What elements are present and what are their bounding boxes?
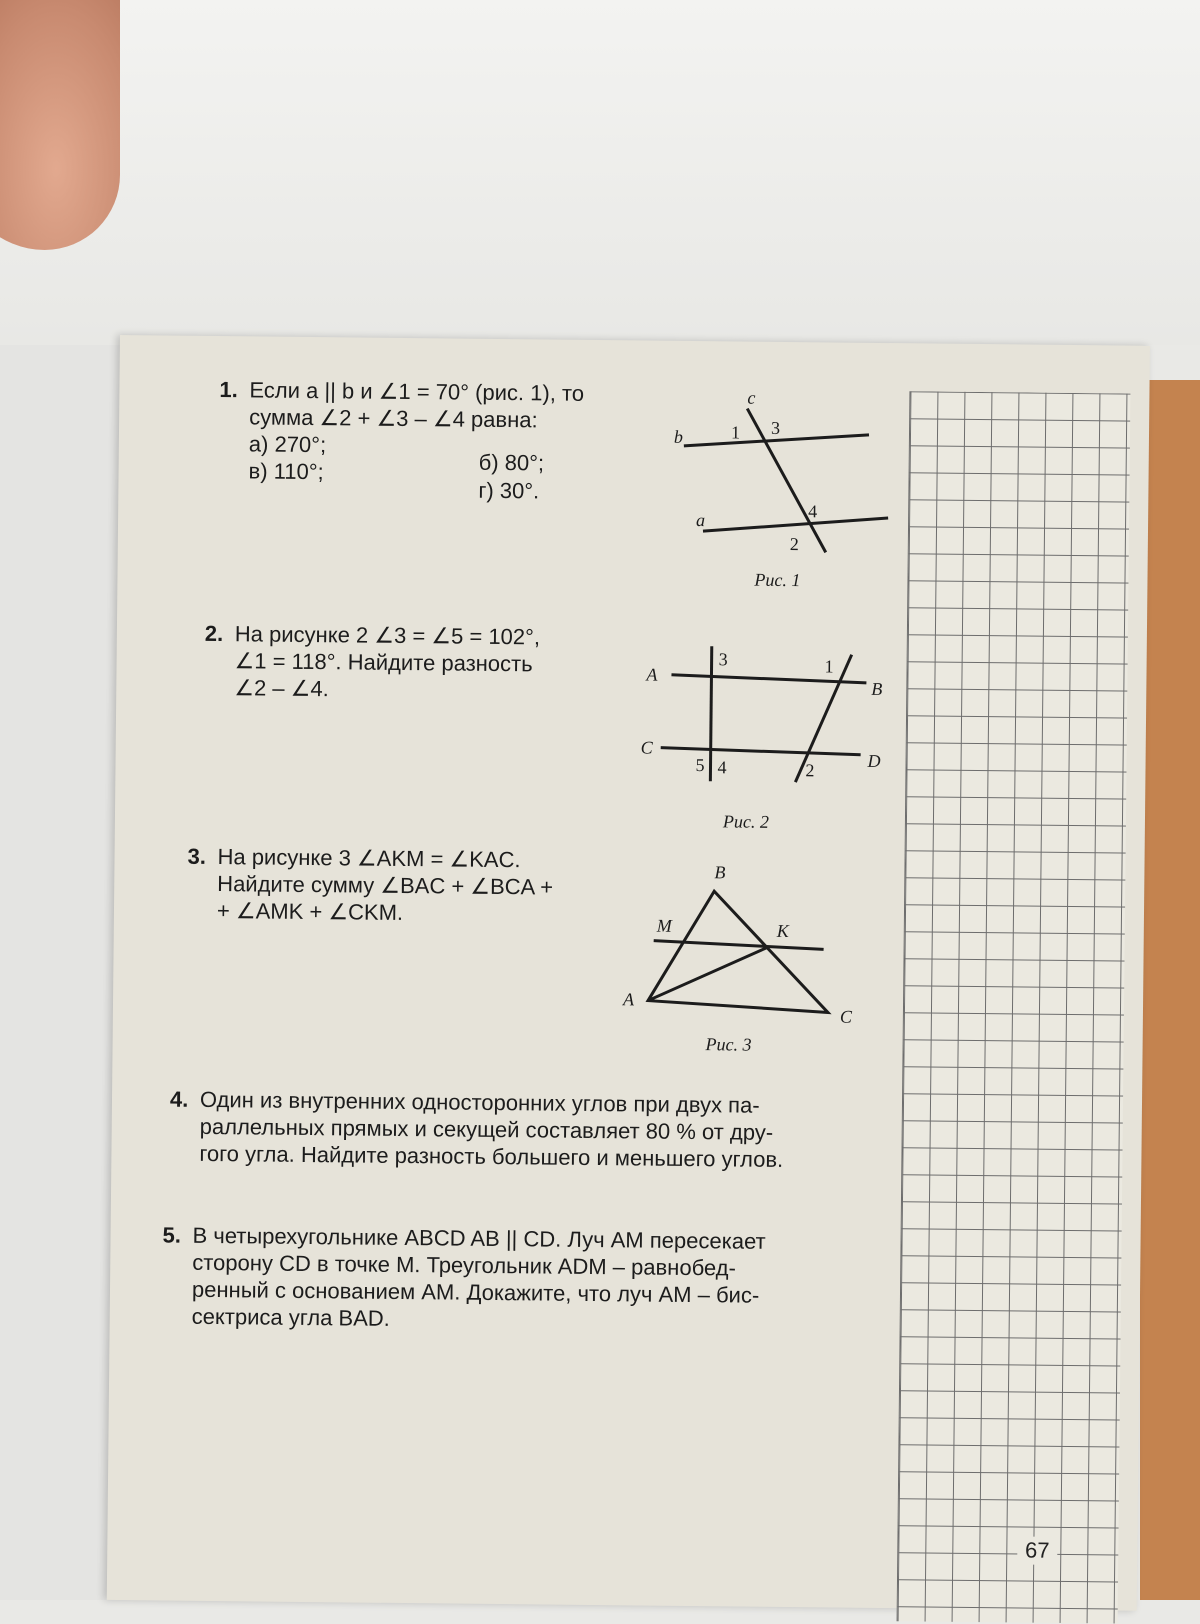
problem-text-line: сумма ∠2 + ∠3 – ∠4 равна: bbox=[249, 404, 538, 433]
problem-number: 5. bbox=[162, 1222, 182, 1248]
problem-text-line: На рисунке 2 ∠3 = ∠5 = 102°, bbox=[234, 621, 541, 650]
textbook-page bbox=[107, 335, 1150, 1611]
figure-3 bbox=[618, 855, 880, 1038]
problem-3 bbox=[187, 843, 608, 937]
label-B: B bbox=[714, 862, 726, 883]
angle-label-4: 4 bbox=[808, 501, 818, 522]
answer-option-v: в) 110°; bbox=[248, 458, 324, 485]
problem-5 bbox=[162, 1222, 872, 1349]
label-b: b bbox=[673, 426, 684, 447]
grid-margin bbox=[897, 391, 1131, 1623]
problem-text-line: раллельных прямых и секущей составляет 80 % от дру- bbox=[199, 1113, 774, 1145]
figure-3-caption: Рис. 3 bbox=[705, 1034, 752, 1055]
angle-label-1: 1 bbox=[730, 422, 741, 443]
angle-label-5: 5 bbox=[695, 755, 705, 776]
answer-option-b: б) 80°; bbox=[478, 449, 545, 476]
angle-label-4: 4 bbox=[717, 757, 727, 778]
label-A: A bbox=[622, 989, 635, 1010]
triangle-abc bbox=[648, 891, 829, 1013]
problem-text-line: Один из внутренних односторонних углов при двух па- bbox=[199, 1086, 760, 1118]
label-B: B bbox=[871, 678, 883, 700]
angle-label-1: 1 bbox=[824, 656, 834, 677]
angle-label-2: 2 bbox=[789, 534, 799, 555]
problem-text-line: сторону CD в точке M. Треугольник ADM – равнобед- bbox=[192, 1249, 737, 1281]
line-a bbox=[703, 516, 888, 533]
left-sheet bbox=[0, 345, 125, 1600]
thumb bbox=[0, 0, 120, 250]
figure-1-caption: Рис. 1 bbox=[754, 569, 801, 591]
problem-number: 4. bbox=[169, 1086, 189, 1112]
problem-text-line: Если a || b и ∠1 = 70° (рис. 1), то bbox=[249, 377, 585, 406]
vertical-transversal bbox=[710, 646, 711, 781]
angle-label-3: 3 bbox=[770, 417, 781, 438]
label-C: C bbox=[839, 1006, 853, 1027]
segment-ak bbox=[648, 946, 769, 1002]
label-c: c bbox=[747, 387, 756, 408]
answer-option-a: а) 270°; bbox=[248, 431, 327, 458]
answer-option-g: г) 30°. bbox=[478, 477, 540, 504]
line-c bbox=[746, 409, 827, 553]
problem-1 bbox=[219, 376, 649, 520]
desk-surface bbox=[1140, 380, 1200, 1600]
problem-text-line: На рисунке 3 ∠AKM = ∠KAC. bbox=[217, 844, 521, 873]
problem-number: 2. bbox=[204, 620, 224, 647]
figure-2 bbox=[635, 640, 897, 803]
problem-text-line: В четырехугольнике ABCD AB || CD. Луч AM пересекает bbox=[192, 1222, 766, 1254]
label-A: A bbox=[646, 664, 658, 685]
angle-label-2: 2 bbox=[805, 760, 815, 781]
angle-label-3: 3 bbox=[718, 649, 728, 670]
problem-text-line: ренный с основанием AM. Докажите, что луч AM – бис- bbox=[191, 1276, 760, 1308]
problem-4 bbox=[169, 1086, 880, 1183]
background-sheet bbox=[0, 0, 1200, 345]
line-ab bbox=[671, 675, 866, 683]
figure-1 bbox=[668, 386, 900, 563]
problem-2 bbox=[204, 620, 625, 714]
line-cd bbox=[661, 748, 861, 755]
figure-2-caption: Рис. 2 bbox=[722, 811, 770, 832]
label-a: a bbox=[695, 510, 706, 531]
label-M: M bbox=[656, 915, 672, 936]
problem-text-line: сектриса угла BAD. bbox=[191, 1303, 390, 1331]
problem-text-line: + ∠AMK + ∠CKM. bbox=[216, 898, 404, 925]
label-K: K bbox=[776, 920, 789, 942]
problem-text-line: гого угла. Найдите разность большего и меньшего углов. bbox=[199, 1140, 784, 1172]
label-D: D bbox=[867, 750, 881, 771]
problem-text-line: ∠2 – ∠4. bbox=[234, 675, 329, 702]
problem-number: 3. bbox=[187, 843, 207, 869]
problem-number: 1. bbox=[219, 377, 238, 403]
page-number: 67 bbox=[1017, 1536, 1057, 1564]
label-C: C bbox=[640, 737, 653, 758]
problem-text-line: Найдите сумму ∠BAC + ∠BCA + bbox=[217, 871, 554, 900]
problem-text-line: ∠1 = 118°. Найдите разность bbox=[234, 648, 533, 677]
